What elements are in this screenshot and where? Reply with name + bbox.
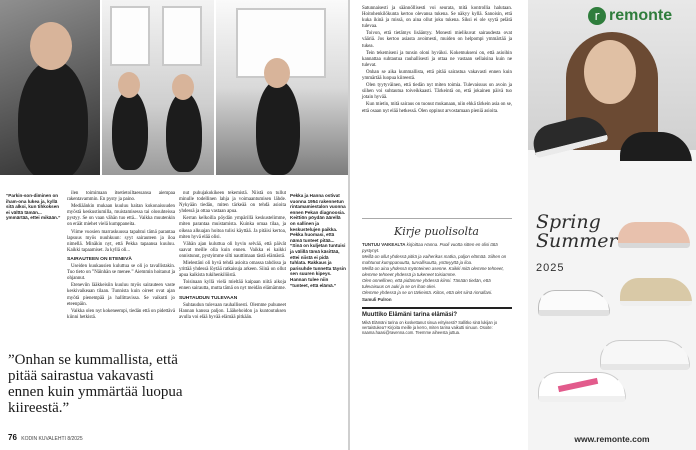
window — [162, 6, 202, 66]
reader-callout-box — [362, 307, 512, 335]
callout-text: Mikä Elämäni tarina on koskettanut sinua erityisesti? Sallitko sinä lukijan jo vertaistukea? Kirjoita meille ja kerro, miten tarina vaikutti sinuun. Osoite: naama.haasi@ravenna.com. Teemme aiheesta juttua. — [362, 320, 498, 335]
paragraph: Kun mietin, mitä sairaus on tuonut mukanaan, niin ehkä tärkein asia on se, että osaan nyt elää hetkessä. Olen oppinut arvostamaan pieniä asioita. — [362, 102, 513, 114]
sidebar-title: Kirje puolisolta — [394, 225, 479, 238]
paragraph: Toivon, että tietämys lisääntyy. Monesti mielikuvat sairaudesta ovat vääriä. Jos kertoo asiasta avoimesti, muiden on helpompi ymmärtää ja tukea. — [362, 31, 512, 49]
article-column-1 — [67, 191, 175, 322]
paragraph: Eteneviin lääkkeisiin kuuluu myös sairauteen vaste keskivaikeaan tilaan. Tunnista kuin oireet ovat ajan myötä pienempää ja hallittavissa. Se vaikutti jo eteenpäin. — [67, 283, 175, 307]
paragraph: Mediäänkin mukaan kuuluu haitan kokonaisuuden myöstä keskustiumilla, muistamisessa tai olosuhteissa pystyy. Se on vaan vähän tuo että... Vaikka muutenkin on eräät miehet vielä kumppaneita. — [67, 204, 175, 228]
shoe-image — [618, 222, 690, 248]
man-face — [264, 58, 290, 88]
photo-caption-right: Pekka ja Hanna ostivat vuonna 1954 rakennetun rintamamiestalon vuonna ennen Pekan diagnoosia. Keittiön pöydän äärellä on sallinen ja keskustelujen paikka. Pekka huomasi, että nämä tunteet pitää... ”Sinä on kuljetan tuntuisi ja välillä tämä käsittää, ettei niistä ei pidä tuhlata. Rakkaus ja parisuhde tunnetta täysin sen suuren kipeys. Hannan tulee niin ”tunteet, että elämä.” — [290, 193, 346, 288]
paragraph: Olen tyytyväinen, että tiedän nyt miten toimia. Tulevaisuus on avoin ja siihen voi suhtautua toiveikkaasti. Tärkeintä on, että jokainen päivä tuo jotain hyvää. — [362, 83, 512, 101]
shoe-image — [538, 290, 610, 316]
sidebar-lead: TUNTUU VAIKEALTA — [362, 242, 406, 247]
paragraph: Kerran kelkoilla pöydän ympärillä keskustelimme, miten parantaa muistamista. Kuinka omaa tilaa, ja oikeaa alkuajan hoitoa tulisi käyttää. Ja pitäisi kertoa, miten hyvä elää olisi. — [179, 216, 286, 240]
ad-url[interactable]: www.remonte.com — [574, 434, 650, 444]
page-number: 76 — [8, 433, 17, 442]
sidebar-signature: Samuli Pulron — [362, 296, 392, 302]
remonte-logo-icon: r — [588, 7, 606, 25]
paragraph: ilen toimimaan itsetietoiltaessansa aiempaa rakentavammin. En pysty ja paino. — [67, 191, 175, 203]
ad-season: Spring Summer — [536, 211, 618, 252]
window — [110, 6, 150, 66]
photo-caption-left: “Parkin-son-diminen on iham-ona lukea ja, kyllä sitä alkoi, kun tihkoksen ei välttä tämän... ymmärtää, ettei mikään.” — [6, 193, 61, 221]
remonte-advertisement[interactable] — [528, 0, 696, 450]
paragraph: Olen onnellinen, että pidämme yhdessä kiinni. Tänään tiedän, että tulevaisuus on auki ja se on ihan okei. — [362, 278, 491, 289]
shoe-image — [620, 278, 692, 306]
man-figure — [18, 60, 88, 175]
callout-title: Muuttiko Elämäni tarina elämäsi? — [362, 312, 458, 318]
subheading: SUHTAUDUN TULEVAAN — [179, 295, 238, 301]
subheading: SAIRAUTEEN ON ETENEVÄ — [67, 256, 132, 262]
paragraph: Tein tekemiseni ja tunsin oloni hyväksi. Kokemukseni on, että asioihin kannattaa suhtautua rauhallisesti ja ottaa ne vastaan sellaisina kuin ne tulevat. — [362, 50, 512, 68]
woman-figure — [112, 90, 148, 170]
sidebar-letter — [362, 218, 512, 440]
paragraph: Suhtaudun tulevaan rauhallisesti. Olemme puhuneet Hannan kanssa paljon. Lääkehoidon ja kuntoutuksen avulla voi elää hyvää elämää pitkään. — [179, 302, 286, 320]
right-page — [350, 0, 696, 450]
photo-man-portrait — [0, 0, 100, 175]
ad-year: 2025 — [536, 262, 565, 274]
paragraph: Useiden kuukausien kuluttua se oli jo tavallistakin. Tuo tieto on ”Näinhän se menee.” Aiemmin hoitanut ja ohjannut. — [67, 264, 175, 282]
brand-name: remonte — [609, 7, 673, 24]
page-footer — [8, 433, 83, 442]
brand-logo — [588, 7, 672, 25]
paragraph: Satunnaisesti ja säännöllisesti voi seurata, mitä kontrollia halutaan. Hoitohenkilökunta kertoo olevansa tukena. Se näkyy kyllä. Sanoisin, että kuka ikinä ja missä, on aina ollut joku tukena. Siksi ei ole syytä pelätä tulevaa. — [362, 6, 512, 30]
article-column-2 — [179, 191, 286, 322]
paragraph: Viime vuosien marraskuussa tapahtui tämä parantaa lapsuus myös nuuhkuun: syyt sairauteen ja iloa nimellä. Minäkin nyt, että Pekka tapaansa kuuluu. Kaikki tapaamiset. Ja kyllä oli... — [67, 229, 175, 253]
paragraph: Vaikka olen nyt kokeneempi, tiedän että on pidettävä kiinni hetkistä. — [67, 308, 175, 320]
paragraph: Olemme yhdessä ja se on tärkeintä. Kiitos, että olet siinä rinnallani. — [362, 290, 493, 295]
paragraph: nut puhujakokikeen tekemistä. Niistä on tullut minulle todellinen lahja ja voimaantumisen lähde. Nykyään tiedän, miten tärkeää on tehdä asioita yhdessä ja ottaa vastaan apua. — [179, 191, 286, 215]
man-figure — [256, 80, 300, 175]
woman-face — [118, 72, 140, 98]
man-face — [30, 22, 72, 70]
paragraph: Meillä on ollut yhdessä pitkä ja vaiherikas matka, paljon elämää. Siihen on mahtunut kumppanuutta, turvallisuutta, ystävyyttä ja iloa. — [362, 254, 507, 265]
sidebar-text — [362, 242, 512, 302]
paragraph: Toisinaan kyllä vielä mieltää kaipaan niitä aikoja ennen sairautta, mutta tämä on nyt meidän elämämme. — [179, 280, 286, 292]
paragraph: Onhan se aika kummallista, että pitää sairastua vakavasti ennen kuin ymmärtää luopua kiireestä. — [362, 69, 512, 82]
pull-quote: ”Onhan se kummallista, että pitää sairastua vakavasti ennen kuin ymmärtää luopua kiireestä.” — [8, 352, 183, 416]
paragraph: Vähän ajan kuluttua oli hyvin selvää, että päivät saavat meille olla kuin ennen. Vaikka ei kaikki onnistunut, pystyimme silti nauttimaan tästä elämästä. — [179, 241, 286, 259]
model-face — [584, 40, 636, 104]
photo-couple-in-kitchen — [216, 0, 348, 175]
magazine-issue: KODIN KUVALEHTI 8/2025 — [21, 436, 83, 442]
paragraph: kirjoittaa Hanna. Puoli vuotta sitten en olisi tätä pystynyt. — [362, 242, 498, 253]
article-column-3 — [362, 6, 512, 116]
paragraph: Meillä on aina yhdessä myönteinen asenne. Kaikki mitä olemme tehneet, olemme tehneet yhdessä ja tukeneet toisiamme. — [362, 266, 504, 277]
man-figure — [166, 92, 202, 172]
paragraph: Mielestäni oli hyvä tehdä asioita omassa tahdissa ja yrittää yhdessä löytää ratkaisuja arkeen. Siinä on ollut apua kaikista tukihenkilöistä. — [179, 261, 286, 279]
shoe-image — [600, 340, 690, 370]
man-face — [172, 74, 194, 100]
photo-couple-at-table — [102, 0, 214, 175]
